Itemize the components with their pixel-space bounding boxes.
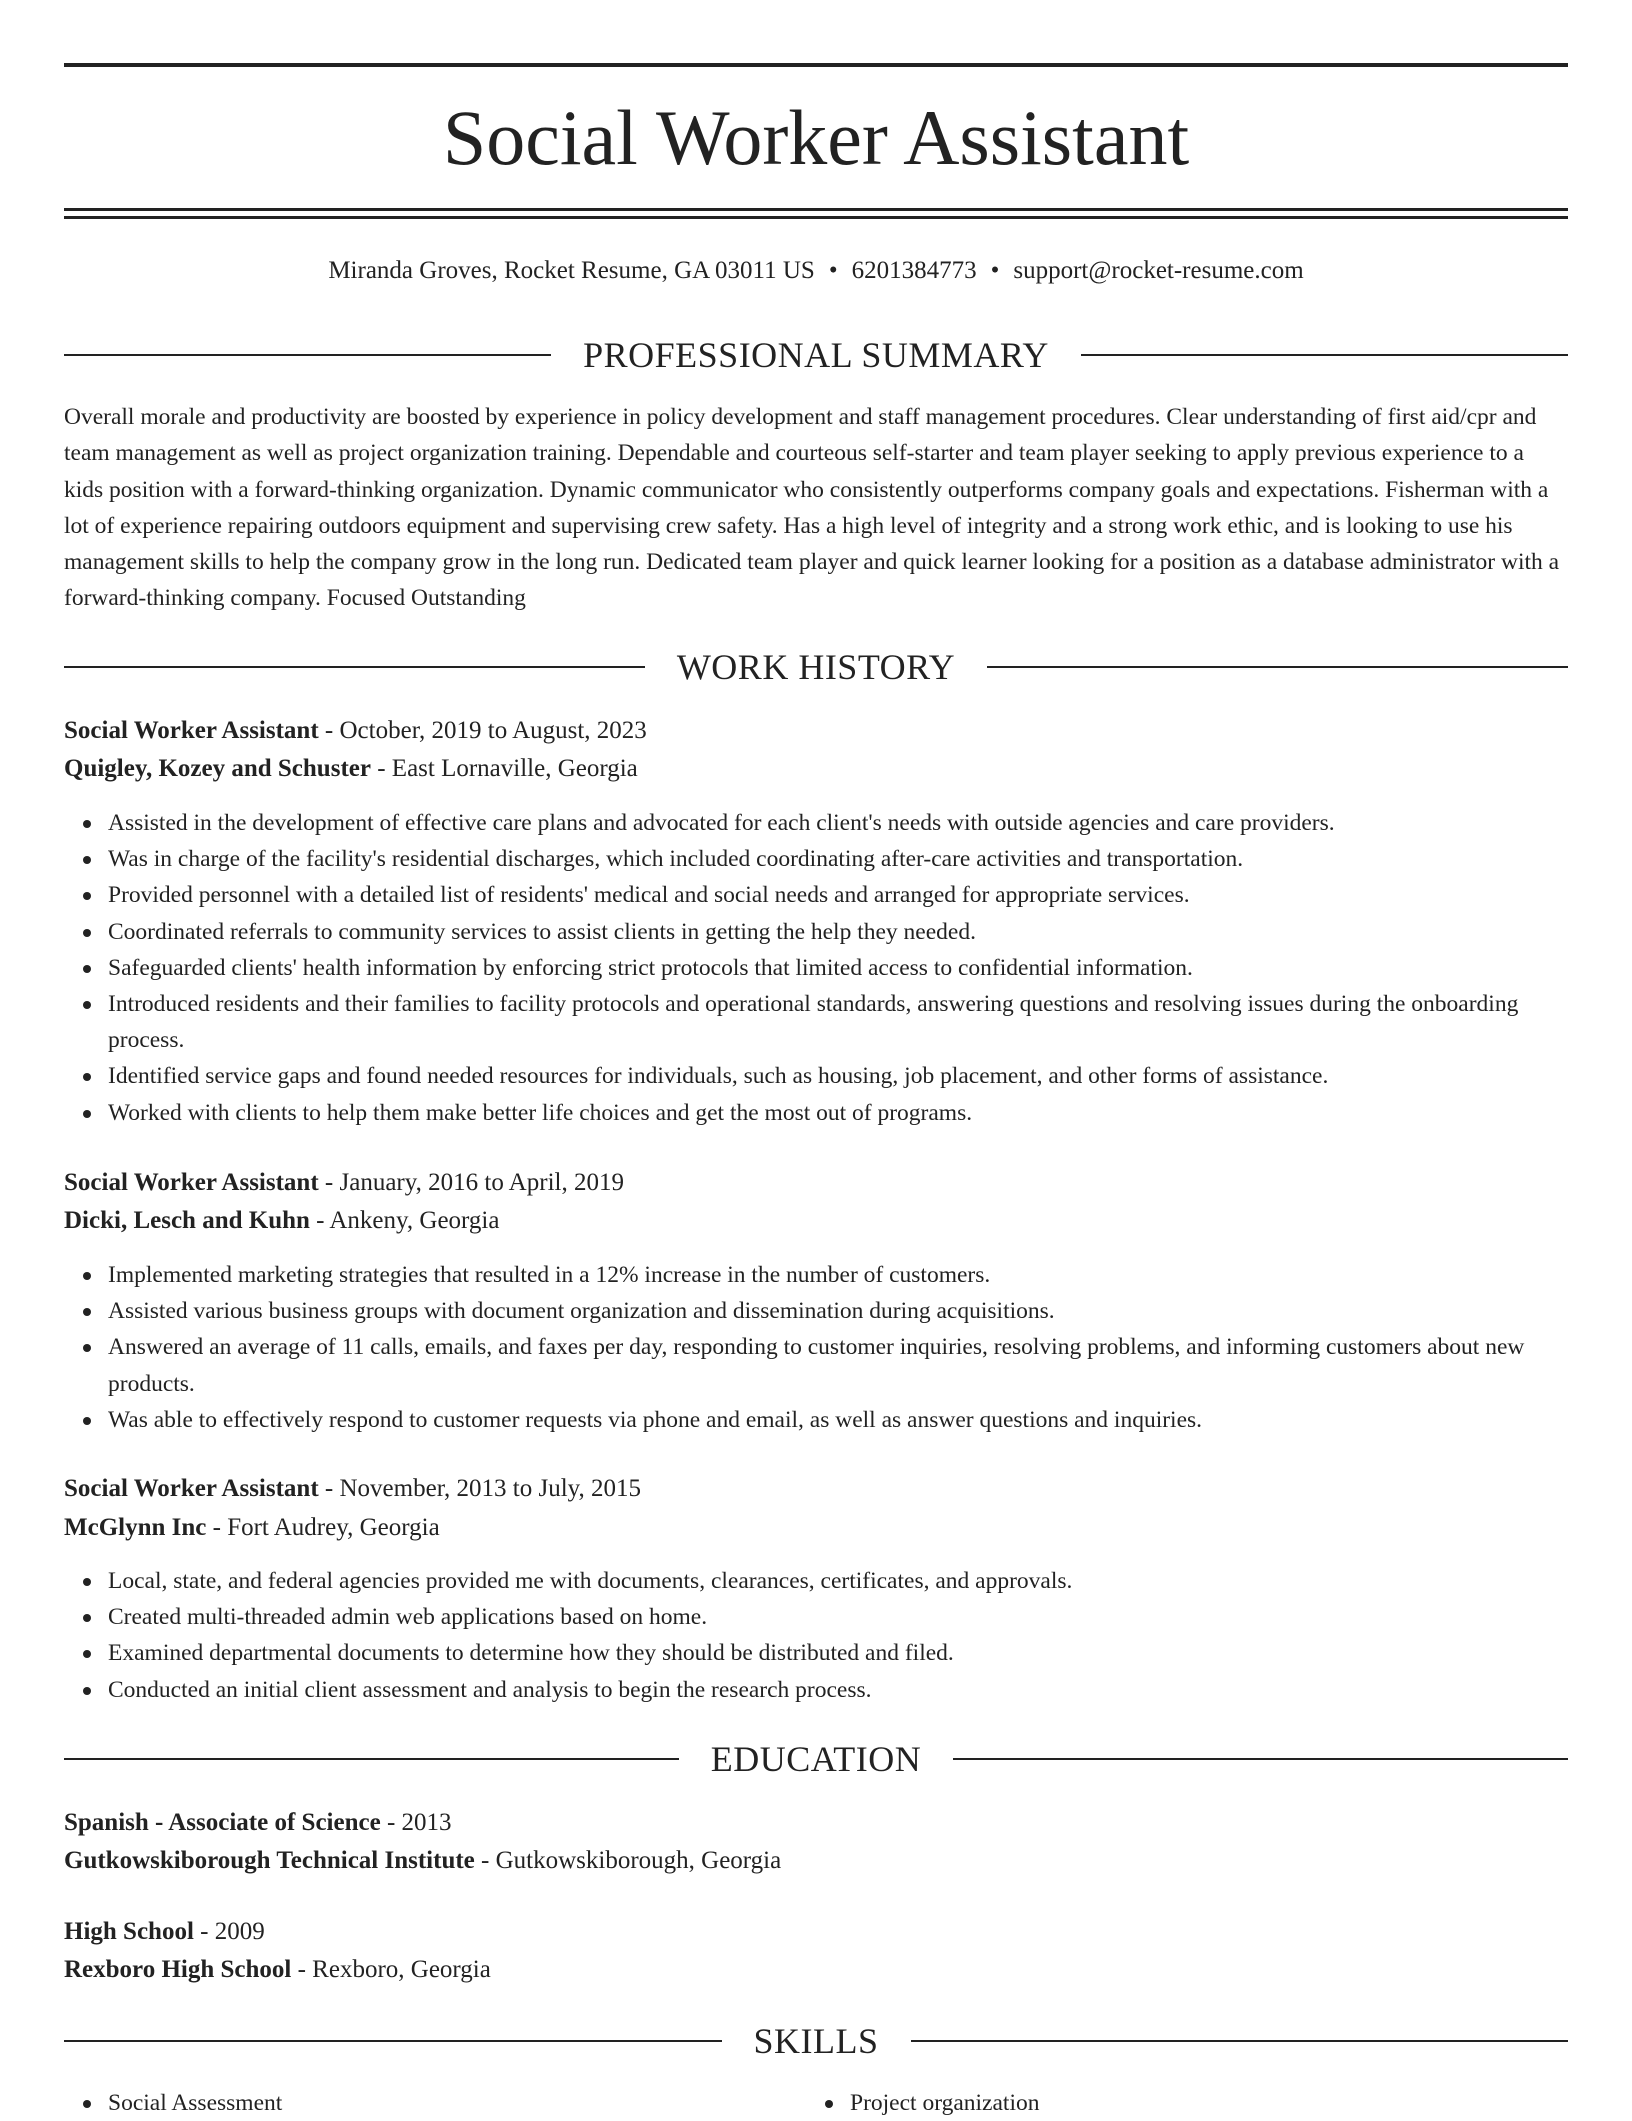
section-rule: [64, 666, 645, 668]
section-rule: [987, 666, 1568, 668]
education-school: Gutkowskiborough Technical Institute: [64, 1847, 475, 1874]
education-location: - Rexboro, Georgia: [291, 1956, 491, 1983]
list-item: Identified service gaps and found needed resources for individuals, such as housing, job placement, and other forms of assistance.: [108, 1058, 1568, 1094]
education-school-line: [64, 1952, 1568, 1988]
list-item: Introduced residents and their families to facility protocols and operational standards, answering questions and resolving issues during the onboarding process.: [108, 986, 1568, 1058]
section-header-skills: [64, 2017, 1568, 2065]
top-rule: [64, 63, 1568, 67]
job-company-line: [64, 1510, 1568, 1546]
section-rule: [911, 2040, 1569, 2042]
job-location: - Ankeny, Georgia: [309, 1207, 500, 1234]
job-company-line: [64, 751, 1568, 787]
job-company: Dicki, Lesch and Kuhn: [64, 1207, 310, 1234]
section-rule: [1081, 354, 1568, 356]
contact-separator: •: [828, 257, 838, 284]
section-title: PROFESSIONAL SUMMARY: [583, 335, 1049, 375]
list-item: Worked with clients to help them make better life choices and get the most out of programs.: [108, 1095, 1568, 1131]
list-item: Was in charge of the facility's residential discharges, which included coordinating after-care activities and transportation.: [108, 841, 1568, 877]
job-location: - Fort Audrey, Georgia: [206, 1514, 440, 1541]
job-location: - East Lornaville, Georgia: [370, 755, 638, 782]
section-rule: [64, 1758, 679, 1760]
section-header-summary: [64, 331, 1568, 379]
job-title: Social Worker Assistant: [64, 1169, 319, 1196]
education-degree: High School: [64, 1918, 194, 1945]
job-title-line: [64, 1471, 1568, 1507]
section-header-education: [64, 1735, 1568, 1783]
list-item: Provided personnel with a detailed list of residents' medical and social needs and arranged for appropriate services.: [108, 877, 1568, 913]
list-item: Local, state, and federal agencies provided me with documents, clearances, certificates, and approvals.: [108, 1563, 1568, 1599]
section-header-work: [64, 643, 1568, 691]
title-double-rule-lower: [64, 216, 1568, 219]
resume-title: Social Worker Assistant: [442, 94, 1190, 181]
section-title: WORK HISTORY: [676, 647, 956, 687]
summary-text: Overall morale and productivity are boosted by experience in policy development and staff management procedures. Clear understanding of first aid/cpr and team management as well as project organization training. Dependable and courteous self-starter and team player seeking to apply previous experience to a kids position with a forward-thinking organization. Dynamic communicator who consistently outperforms company goals and expectations. Fisherman with a lot of experience repairing outdoors equipment and supervising crew safety. Has a high level of integrity and a strong work ethic, and is looking to use his management skills to help the company grow in the long run. Dedicated team player and quick learner looking for a position as a database administrator with a forward-thinking company. Focused Outstanding: [64, 404, 1560, 612]
education-degree-line: [64, 1805, 1568, 1841]
list-item: Assisted various business groups with document organization and dissemination during acquisitions.: [108, 1293, 1568, 1329]
job-dates: - November, 2013 to July, 2015: [318, 1475, 642, 1502]
list-item: Coordinated referrals to community services to assist clients in getting the help they needed.: [108, 914, 1568, 950]
job-company-line: [64, 1203, 1568, 1239]
education-school-line: [64, 1843, 1568, 1879]
list-item: Was able to effectively respond to customer requests via phone and email, as well as answer questions and inquiries.: [108, 1402, 1568, 1438]
contact-separator: •: [990, 257, 1000, 284]
section-title: SKILLS: [753, 2021, 879, 2061]
skill-item: Project organization: [850, 2085, 1039, 2121]
contact-email: support@rocket-resume.com: [1013, 257, 1304, 284]
contact-phone: 6201384773: [851, 257, 977, 284]
job-title-line: [64, 713, 1568, 749]
title-double-rule-upper: [64, 208, 1568, 211]
skill-item: Social Assessment: [108, 2085, 282, 2121]
section-title: EDUCATION: [710, 1739, 922, 1779]
education-degree: Spanish - Associate of Science: [64, 1809, 381, 1836]
job-bullets: [64, 1257, 1568, 1438]
section-rule: [64, 2040, 722, 2042]
section-rule: [64, 354, 551, 356]
contact-address: Miranda Groves, Rocket Resume, GA 03011 US: [328, 257, 815, 284]
job-company: Quigley, Kozey and Schuster: [64, 755, 371, 782]
contact-line: [64, 254, 1568, 288]
list-item: Created multi-threaded admin web applications based on home.: [108, 1599, 1568, 1635]
list-item: Conducted an initial client assessment and analysis to begin the research process.: [108, 1672, 1568, 1708]
section-rule: [953, 1758, 1568, 1760]
list-item: Safeguarded clients' health information by enforcing strict protocols that limited access to confidential information.: [108, 950, 1568, 986]
job-bullets: [64, 805, 1568, 1131]
list-item: Answered an average of 11 calls, emails, and faxes per day, responding to customer inquiries, resolving problems, and informing customers about new products.: [108, 1329, 1568, 1401]
list-item: Implemented marketing strategies that resulted in a 12% increase in the number of customers.: [108, 1257, 1568, 1293]
education-location: - Gutkowskiborough, Georgia: [474, 1847, 782, 1874]
list-item: Examined departmental documents to determine how they should be distributed and filed.: [108, 1635, 1568, 1671]
job-bullets: [64, 1563, 1568, 1708]
job-dates: - October, 2019 to August, 2023: [318, 717, 647, 744]
job-title: Social Worker Assistant: [64, 1475, 319, 1502]
job-title: Social Worker Assistant: [64, 717, 319, 744]
education-year: - 2013: [380, 1809, 452, 1836]
education-year: - 2009: [193, 1918, 265, 1945]
list-item: Assisted in the development of effective care plans and advocated for each client's needs with outside agencies and care providers.: [108, 805, 1568, 841]
job-company: McGlynn Inc: [64, 1514, 207, 1541]
education-school: Rexboro High School: [64, 1956, 292, 1983]
job-dates: - January, 2016 to April, 2019: [318, 1169, 624, 1196]
job-title-line: [64, 1165, 1568, 1201]
education-degree-line: [64, 1914, 1568, 1950]
